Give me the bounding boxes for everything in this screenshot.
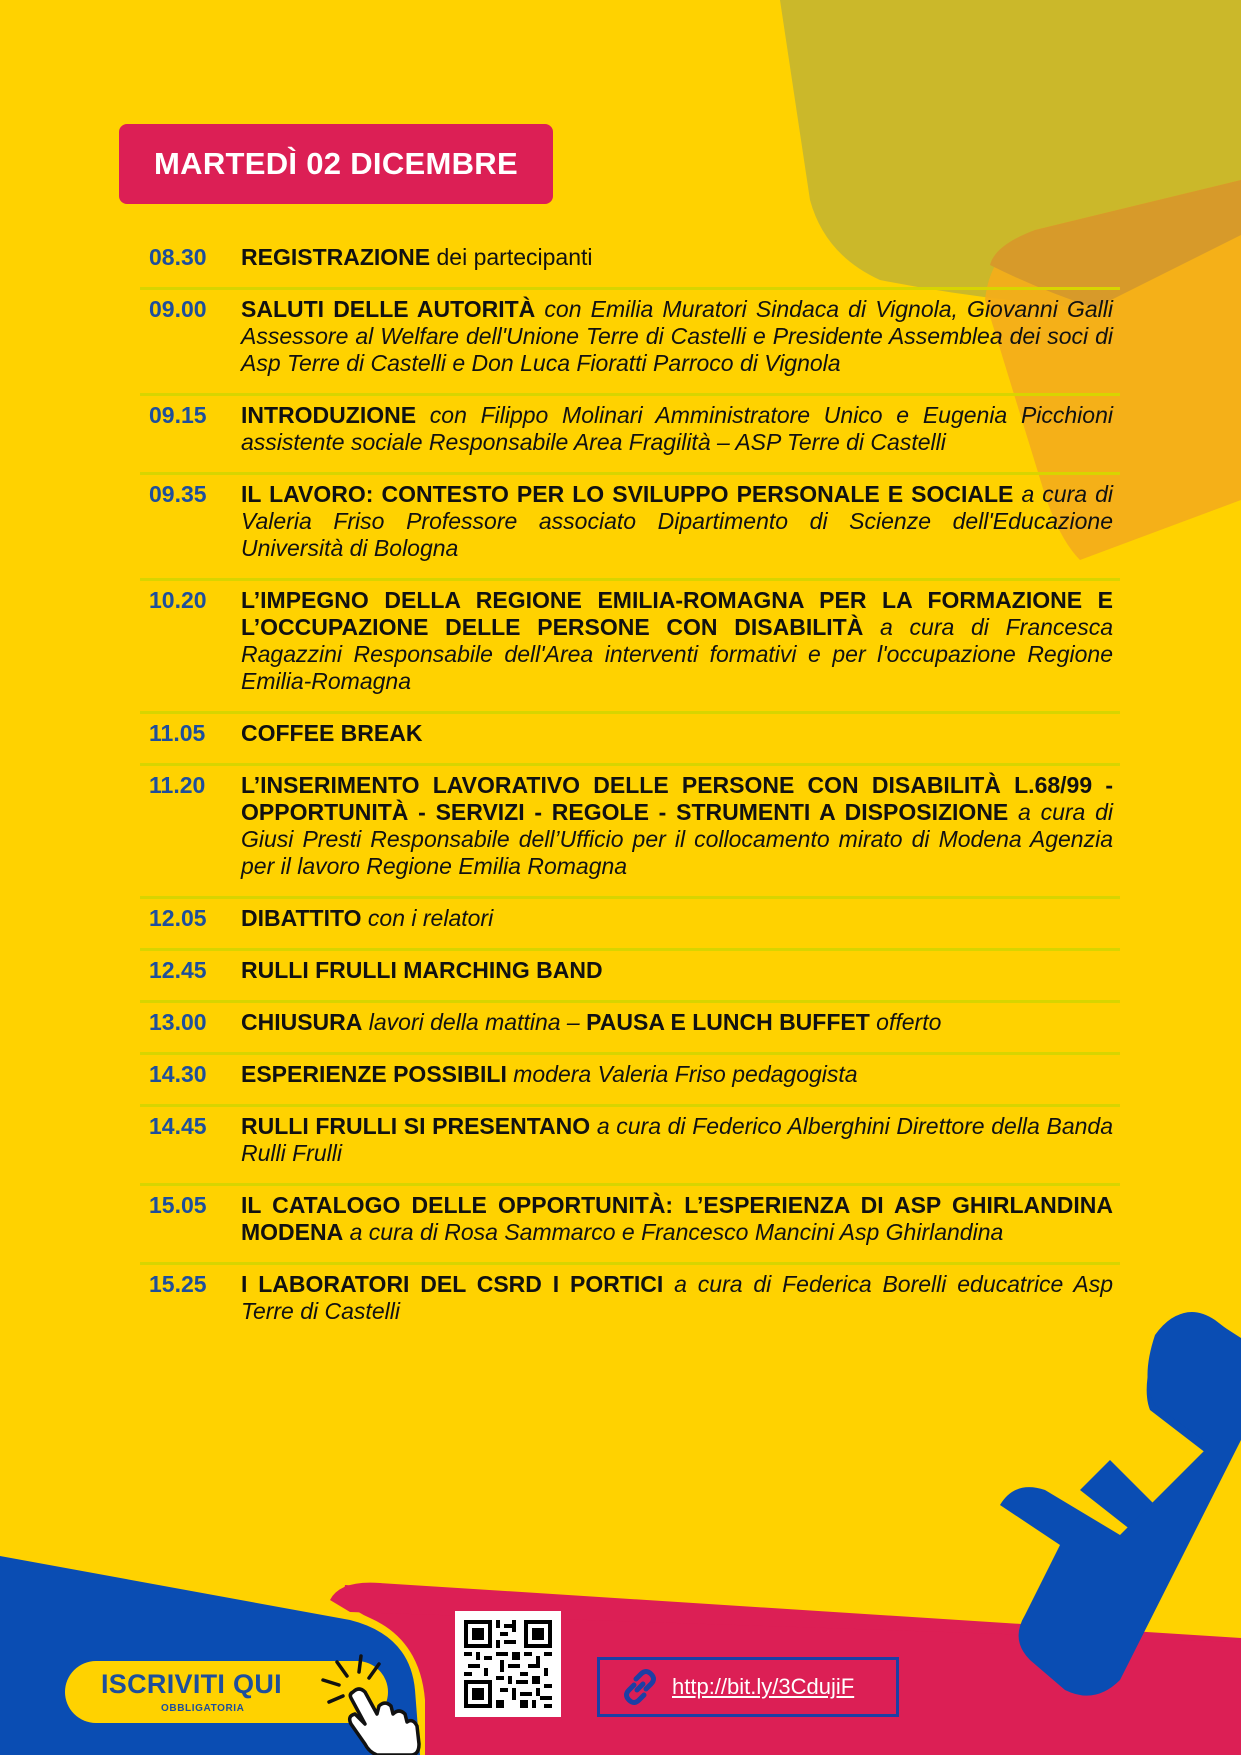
program-row xyxy=(140,244,1120,290)
program-time: 08.30 xyxy=(149,244,207,270)
program-content xyxy=(241,720,1113,747)
program-content xyxy=(241,1271,1113,1325)
register-button-label: ISCRIVITI QUI xyxy=(101,1669,282,1699)
program-row xyxy=(140,402,1120,475)
program-title: L’IMPEGNO DELLA REGIONE EMILIA-ROMAGNA PER LA FORMAZIONE E L’OCCUPAZIONE DELLE PERSONE CON DISABILITÀ xyxy=(241,587,1113,640)
program-content xyxy=(241,1192,1113,1246)
program-time: 15.05 xyxy=(149,1192,207,1218)
program-content xyxy=(241,296,1113,377)
program-row xyxy=(140,772,1120,899)
program-time: 12.05 xyxy=(149,905,207,931)
program-row xyxy=(140,957,1120,1003)
program-content xyxy=(241,402,1113,456)
program-time: 14.30 xyxy=(149,1061,207,1087)
program-time: 11.05 xyxy=(149,720,206,746)
qr-code[interactable] xyxy=(455,1611,561,1717)
program-content xyxy=(241,244,1113,271)
program-desc: lavori della mattina – xyxy=(362,1009,587,1035)
program-time: 10.20 xyxy=(149,587,207,613)
program-title: ESPERIENZE POSSIBILI xyxy=(241,1061,507,1087)
program-title: RULLI FRULLI MARCHING BAND xyxy=(241,957,603,983)
program-content xyxy=(241,957,1113,984)
program-desc: a cura di Federico Alberghini Direttore della Banda Rulli Frulli xyxy=(241,1113,1113,1166)
program-content xyxy=(241,905,1113,932)
program-time: 09.15 xyxy=(149,402,207,428)
program-title: I LABORATORI DEL CSRD I PORTICI xyxy=(241,1271,664,1297)
program-row xyxy=(140,1192,1120,1265)
registration-link[interactable] xyxy=(597,1657,899,1717)
program-desc: a cura di Giusi Presti Responsabile dell’Ufficio per il collocamento mirato di Modena Agenzia per il lavoro Regione Emilia Romagna xyxy=(241,799,1113,879)
program-title: RULLI FRULLI SI PRESENTANO xyxy=(241,1113,591,1139)
program-title: L’INSERIMENTO LAVORATIVO DELLE PERSONE CON DISABILITÀ L.68/99 - OPPORTUNITÀ - SERVIZI - REGOLE - STRUMENTI A DISPOSIZIONE xyxy=(241,772,1113,825)
program-desc: a cura di Francesca Ragazzini Responsabile dell'Area interventi formativi e per l'occupazione Regione Emilia-Romagna xyxy=(241,614,1113,694)
program-desc: con i relatori xyxy=(361,905,494,931)
program-time: 09.00 xyxy=(149,296,207,322)
program-desc: con Filippo Molinari Amministratore Unico e Eugenia Picchioni assistente sociale Responsabile Area Fragilità – ASP Terre di Castelli xyxy=(241,402,1113,455)
program-row xyxy=(140,1271,1120,1341)
program-title: CHIUSURA xyxy=(241,1009,363,1035)
program-row xyxy=(140,720,1120,766)
program-desc: a cura di Valeria Friso Professore associato Dipartimento di Scienze dell'Educazione Università di Bologna xyxy=(241,481,1114,561)
program-row xyxy=(140,1113,1120,1186)
program-list xyxy=(140,244,1120,1347)
program-title: IL CATALOGO DELLE OPPORTUNITÀ: L’ESPERIENZA DI ASP GHIRLANDINA MODENA xyxy=(241,1192,1113,1245)
qr-code-pattern xyxy=(464,1620,552,1708)
register-button-sublabel: OBBLIGATORIA xyxy=(161,1703,245,1714)
program-row xyxy=(140,296,1120,396)
program-content xyxy=(241,1113,1113,1167)
program-title: DIBATTITO xyxy=(241,905,362,931)
program-title: IL LAVORO: CONTESTO PER LO SVILUPPO PERSONALE E SOCIALE xyxy=(241,481,1014,507)
program-title: SALUTI DELLE AUTORITÀ xyxy=(241,296,536,322)
program-title-2: PAUSA E LUNCH BUFFET xyxy=(586,1009,870,1035)
hand-pointer-icon xyxy=(315,1652,425,1755)
program-title: REGISTRAZIONE xyxy=(241,244,431,270)
program-time: 09.35 xyxy=(149,481,207,507)
link-url[interactable]: http://bit.ly/3CdujiF xyxy=(672,1674,855,1699)
program-time: 15.25 xyxy=(149,1271,207,1297)
program-desc: a cura di Federica Borelli educatrice Asp Terre di Castelli xyxy=(241,1271,1113,1324)
program-content xyxy=(241,1009,1113,1036)
program-content xyxy=(241,772,1113,880)
program-content xyxy=(241,587,1113,695)
program-desc: con Emilia Muratori Sindaca di Vignola, Giovanni Galli Assessore al Welfare dell'Unione Terre di Castelli e Presidente Assemblea dei soci di Asp Terre di Castelli e Don Luca Fioratti Parroco di Vignola xyxy=(241,296,1113,376)
program-title: INTRODUZIONE xyxy=(241,402,417,428)
program-time: 11.20 xyxy=(149,772,206,798)
program-desc-2: offerto xyxy=(869,1009,942,1035)
date-badge: MARTEDÌ 02 DICEMBRE xyxy=(119,124,553,204)
program-row xyxy=(140,905,1120,951)
program-row xyxy=(140,1061,1120,1107)
program-desc: a cura di Rosa Sammarco e Francesco Mancini Asp Ghirlandina xyxy=(343,1219,1004,1245)
program-row xyxy=(140,481,1120,581)
program-text: dei partecipanti xyxy=(430,244,593,270)
program-time: 12.45 xyxy=(149,957,207,983)
program-row xyxy=(140,587,1120,714)
program-time: 14.45 xyxy=(149,1113,207,1139)
program-content xyxy=(241,481,1113,562)
program-title: COFFEE BREAK xyxy=(241,720,423,746)
program-row xyxy=(140,1009,1120,1055)
program-content xyxy=(241,1061,1113,1088)
program-desc: modera Valeria Friso pedagogista xyxy=(506,1061,858,1087)
program-time: 13.00 xyxy=(149,1009,207,1035)
link-icon xyxy=(620,1667,660,1707)
